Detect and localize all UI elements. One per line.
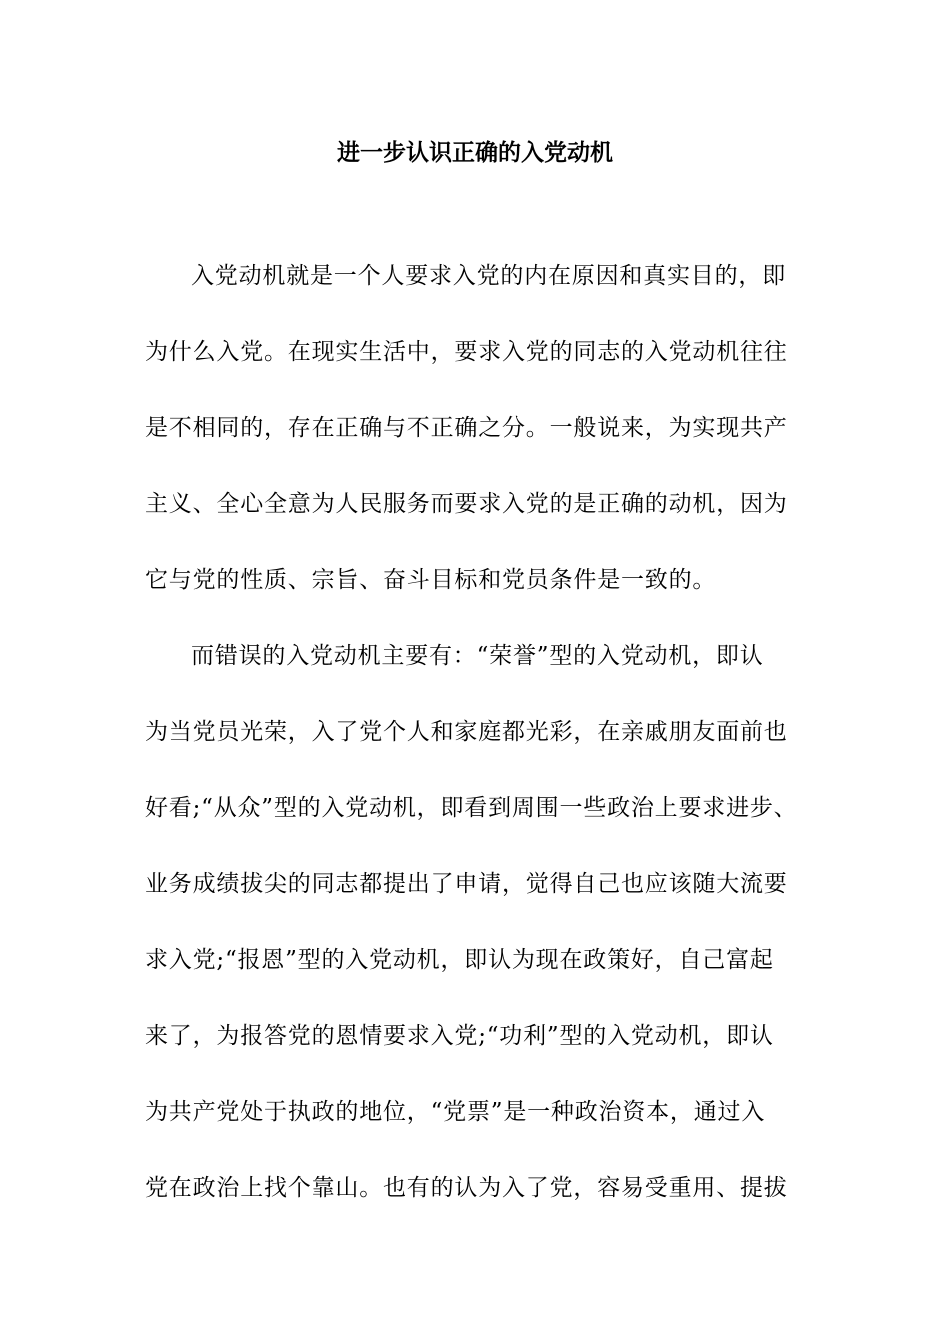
paragraph-1-line-4: 主义、全心全意为人民服务而要求入党的是正确的动机，因为 (145, 491, 788, 517)
paragraph-2-line-7: 为共产党处于执政的地位，“党票”是一种政治资本，通过入 (145, 1099, 766, 1125)
paragraph-2-line-2: 为当党员光荣，入了党个人和家庭都光彩，在亲戚朋友面前也 (145, 719, 788, 745)
paragraph-1-line-1: 入党动机就是一个人要求入党的内在原因和真实目的，即 (191, 263, 786, 289)
paragraph-1-line-5: 它与党的性质、宗旨、奋斗目标和党员条件是一致的。 (145, 567, 717, 593)
paragraph-2-line-3: 好看;“从众”型的入党动机，即看到周围一些政治上要求进步、 (145, 795, 798, 821)
paragraph-2-line-6: 来了，为报答党的恩情要求入党;“功利”型的入党动机，即认 (145, 1023, 774, 1049)
paragraph-2-line-8: 党在政治上找个靠山。也有的认为入了党，容易受重用、提拔 (145, 1175, 788, 1201)
document-title: 进一步认识正确的入党动机 (337, 139, 613, 166)
paragraph-2-line-5: 求入党;“报恩”型的入党动机，即认为现在政策好，自己富起 (145, 947, 774, 973)
paragraph-1-line-2: 为什么入党。在现实生活中，要求入党的同志的入党动机往往 (145, 339, 788, 365)
paragraph-1-line-3: 是不相同的，存在正确与不正确之分。一般说来，为实现共产 (145, 415, 788, 441)
paragraph-2-line-1: 而错误的入党动机主要有：“荣誉”型的入党动机，即认 (191, 643, 764, 669)
paragraph-2-line-4: 业务成绩拔尖的同志都提出了申请，觉得自己也应该随大流要 (145, 871, 788, 897)
